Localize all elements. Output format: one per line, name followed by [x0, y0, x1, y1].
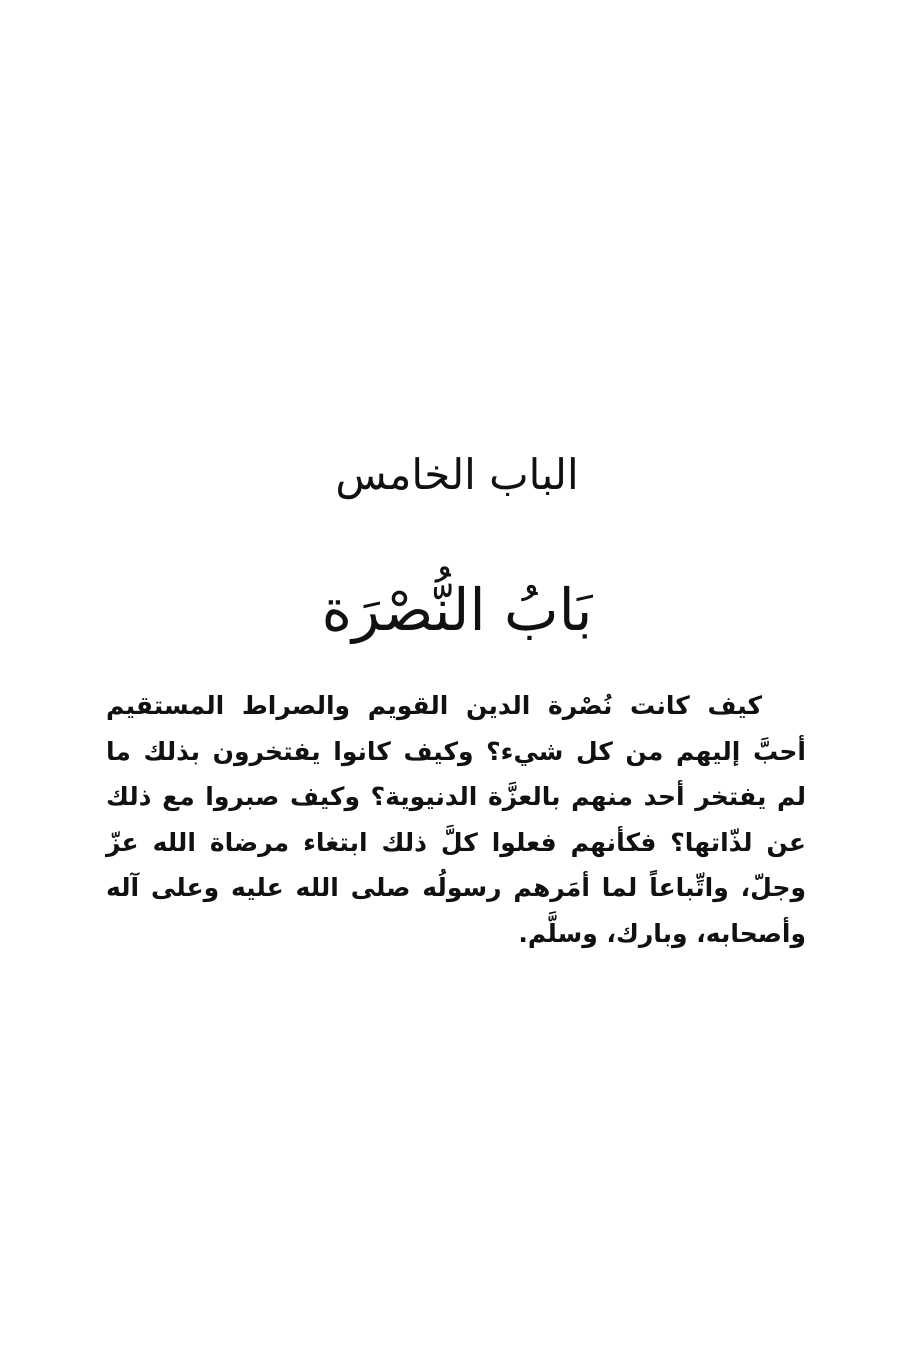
body-paragraph: كيف كانت نُصْرة الدين القويم والصراط المستقيم أحبَّ إليهم من كل شيء؟ وكيف كانوا يفتخرون بذلك ما لم يفتخر أحد منهم بالعزَّة الدنيوية؟ وكيف صبروا مع ذلك عن لذّاتها؟ فكأنهم فعلوا كلَّ ذلك ابتغاء مرضاة الله عزّ وجلّ، واتِّباعاً لما أمَرهم رسولُه صلى الله عليه وعلى آله وأصحابه، وبارك، وسلَّم. [106, 691, 806, 948]
chapter-heading: الباب الخامس [335, 450, 579, 499]
section-title: بَابُ النُّصْرَة [321, 576, 593, 644]
